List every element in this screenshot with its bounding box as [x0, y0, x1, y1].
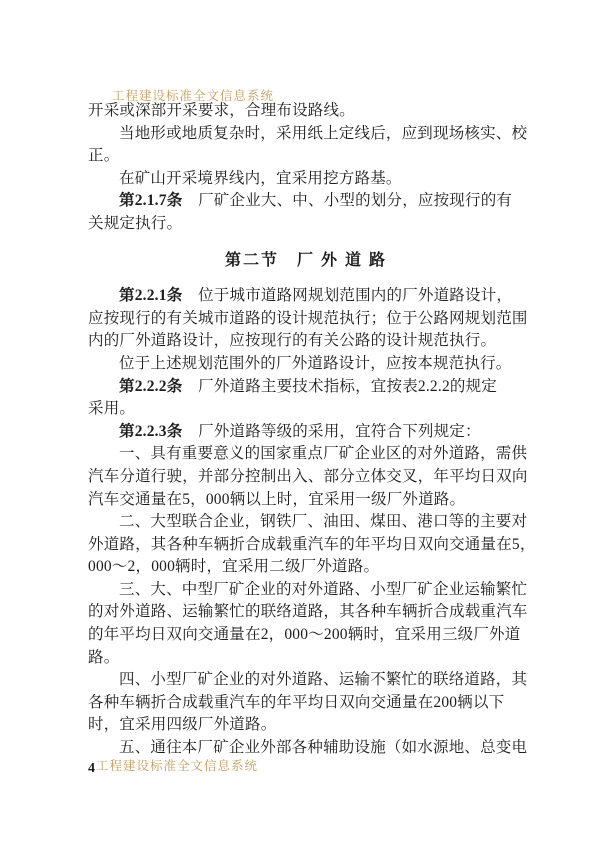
text-segment: 时，宜采用四级厂外道路。	[88, 716, 277, 734]
page-number: 4	[88, 761, 95, 776]
text-line	[88, 123, 528, 146]
text-line	[88, 624, 524, 647]
text-segment: 外道路，其各种车辆折合成载重汽车的年平均日双向交通量在5，	[88, 535, 536, 553]
text-line	[88, 714, 524, 737]
text-line	[88, 398, 524, 421]
text-segment: 在矿山开采境界线内，宜采用挖方路基。	[119, 169, 402, 187]
text-segment: 厂外道路等级的采用，宜符合下列规定：	[182, 422, 481, 440]
footer-watermark: 工程建设标准全文信息系统	[96, 759, 259, 773]
text-segment: 采用。	[88, 400, 136, 418]
text-line	[88, 669, 528, 692]
text-segment: 正。	[88, 147, 120, 165]
text-line	[88, 376, 524, 399]
text-line	[88, 511, 528, 534]
text-line	[88, 466, 528, 489]
text-segment: 内的厂外道路设计，应按现行的有关公路的设计规范执行。	[88, 332, 497, 350]
text-line	[88, 534, 536, 557]
article-number: 第2.2.3条	[119, 422, 183, 440]
document-body	[88, 100, 536, 760]
text-line	[88, 308, 528, 331]
text-segment: 位于上述规划范围外的厂外道路设计，应按本规范执行。	[119, 354, 512, 372]
text-line	[88, 647, 524, 670]
text-line	[88, 692, 524, 715]
section-heading	[88, 250, 524, 273]
text-line	[88, 213, 524, 236]
text-line	[88, 556, 524, 579]
text-segment: 汽车分道行驶，并部分控制出入、部分立体交叉，年平均日双向	[88, 467, 528, 485]
text-segment: 的年平均日双向交通量在2，000～200辆时，宜采用三级厂外道	[88, 626, 521, 644]
text-line	[88, 330, 524, 353]
text-line	[88, 145, 524, 168]
text-segment: 五、通往本厂矿企业外部各种辅助设施（如水源地、总变电	[119, 739, 528, 757]
article-number: 第2.2.2条	[119, 377, 183, 395]
text-segment: 关规定执行。	[88, 214, 183, 232]
text-line	[88, 285, 524, 308]
text-segment: 厂外道路主要技术指标，宜按表2.2.2的规定	[182, 377, 498, 395]
text-line	[88, 168, 524, 191]
text-line	[88, 601, 528, 624]
text-segment: 的对外道路、运输繁忙的联络道路，其各种车辆折合成载重汽车	[88, 603, 528, 621]
text-segment: 各种车辆折合成载重汽车的年平均日双向交通量在200辆以下	[88, 693, 505, 711]
text-segment: 应按现行的有关城市道路的设计规范执行；位于公路网规划范围	[88, 309, 528, 327]
text-segment: 三、大、中型厂矿企业的对外道路、小型厂矿企业运输繁忙	[119, 580, 528, 598]
text-segment: 汽车交通量在5，000辆以上时，宜采用一级厂外道路。	[88, 490, 466, 508]
text-segment: 一、具有重要意义的国家重点厂矿企业区的对外道路，需供	[119, 445, 528, 463]
page-footer	[88, 756, 258, 777]
header-watermark: 工程建设标准全文信息系统	[112, 89, 275, 103]
text-line	[88, 489, 524, 512]
text-segment: 开采或深部开采要求，合理布设路线。	[88, 102, 355, 119]
text-segment: 二、大型联合企业，钢铁厂、油田、煤田、港口等的主要对	[119, 513, 528, 531]
text-segment: 当地形或地质复杂时，采用纸上定线后，应到现场核实、校	[119, 124, 528, 142]
text-segment: 四、小型厂矿企业的对外道路、运输不繁忙的联络道路，其	[119, 671, 528, 689]
article-number: 第2.1.7条	[119, 192, 183, 210]
text-segment: 000～2，000辆时，宜采用二级厂外道路。	[88, 558, 380, 576]
text-segment: 厂矿企业大、中、小型的划分，应按现行的有	[182, 192, 513, 210]
text-segment: 位于城市道路网规划范围内的厂外道路设计，	[182, 287, 513, 305]
text-line	[88, 353, 524, 376]
text-line	[88, 190, 524, 213]
text-line	[88, 421, 524, 444]
article-number: 第2.2.1条	[119, 287, 183, 305]
text-line	[88, 443, 528, 466]
text-line	[88, 100, 524, 123]
text-segment: 路。	[88, 648, 120, 666]
article-number: 第二节 厂 外 道 路	[224, 251, 387, 269]
text-line	[88, 579, 528, 602]
